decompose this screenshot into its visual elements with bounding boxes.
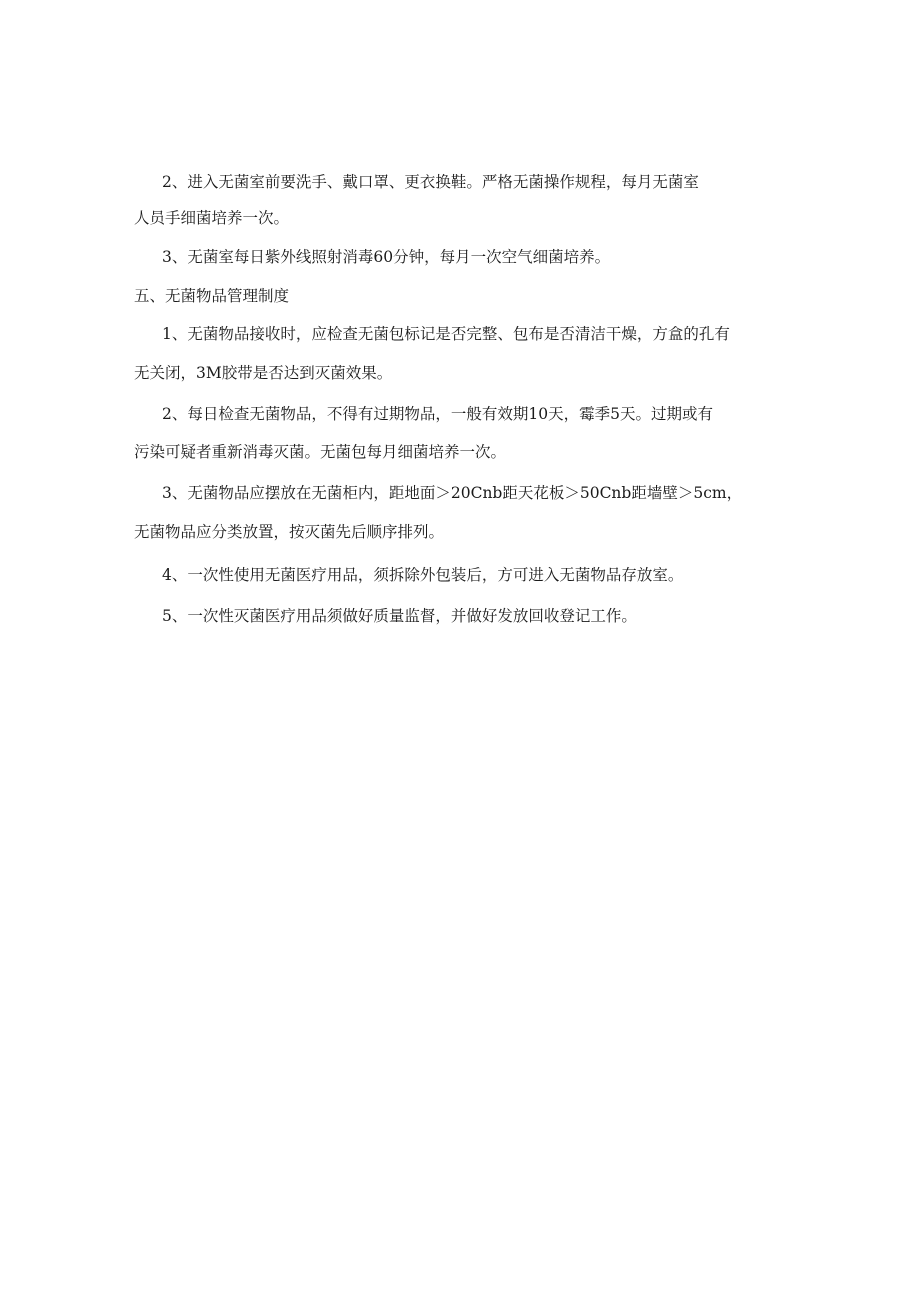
item-3-line-2: 无菌物品应分类放置，按灭菌先后顺序排列。	[134, 523, 445, 541]
item-3-line-1: 3、无菌物品应摆放在无菌柜内，距地面＞20Cnb距天花板＞50Cnb距墙壁＞5cm，	[162, 484, 743, 502]
paragraph-2-line-1: 2、进入无菌室前要洗手、戴口罩、更衣换鞋。严格无菌操作规程，每月无菌室	[162, 173, 699, 191]
paragraph-3: 3、无菌室每日紫外线照射消毒60分钟，每月一次空气细菌培养。	[162, 248, 611, 266]
item-4: 4、一次性使用无菌医疗用品，须拆除外包装后，方可进入无菌物品存放室。	[162, 566, 684, 584]
item-2-line-2: 污染可疑者重新消毒灭菌。无菌包每月细菌培养一次。	[134, 443, 507, 461]
section-heading-5: 五、无菌物品管理制度	[134, 287, 290, 305]
item-1-line-2: 无关闭，3M胶带是否达到灭菌效果。	[134, 364, 393, 382]
paragraph-2-line-2: 人员手细菌培养一次。	[134, 209, 290, 227]
item-2-line-1: 2、每日检查无菌物品，不得有过期物品，一般有效期10天，霉季5天。过期或有	[162, 405, 713, 423]
item-1-line-1: 1、无菌物品接收时，应检查无菌包标记是否完整、包布是否清洁干燥，方盒的孔有	[162, 325, 730, 343]
item-5: 5、一次性灭菌医疗用品须做好质量监督，并做好发放回收登记工作。	[162, 607, 637, 625]
